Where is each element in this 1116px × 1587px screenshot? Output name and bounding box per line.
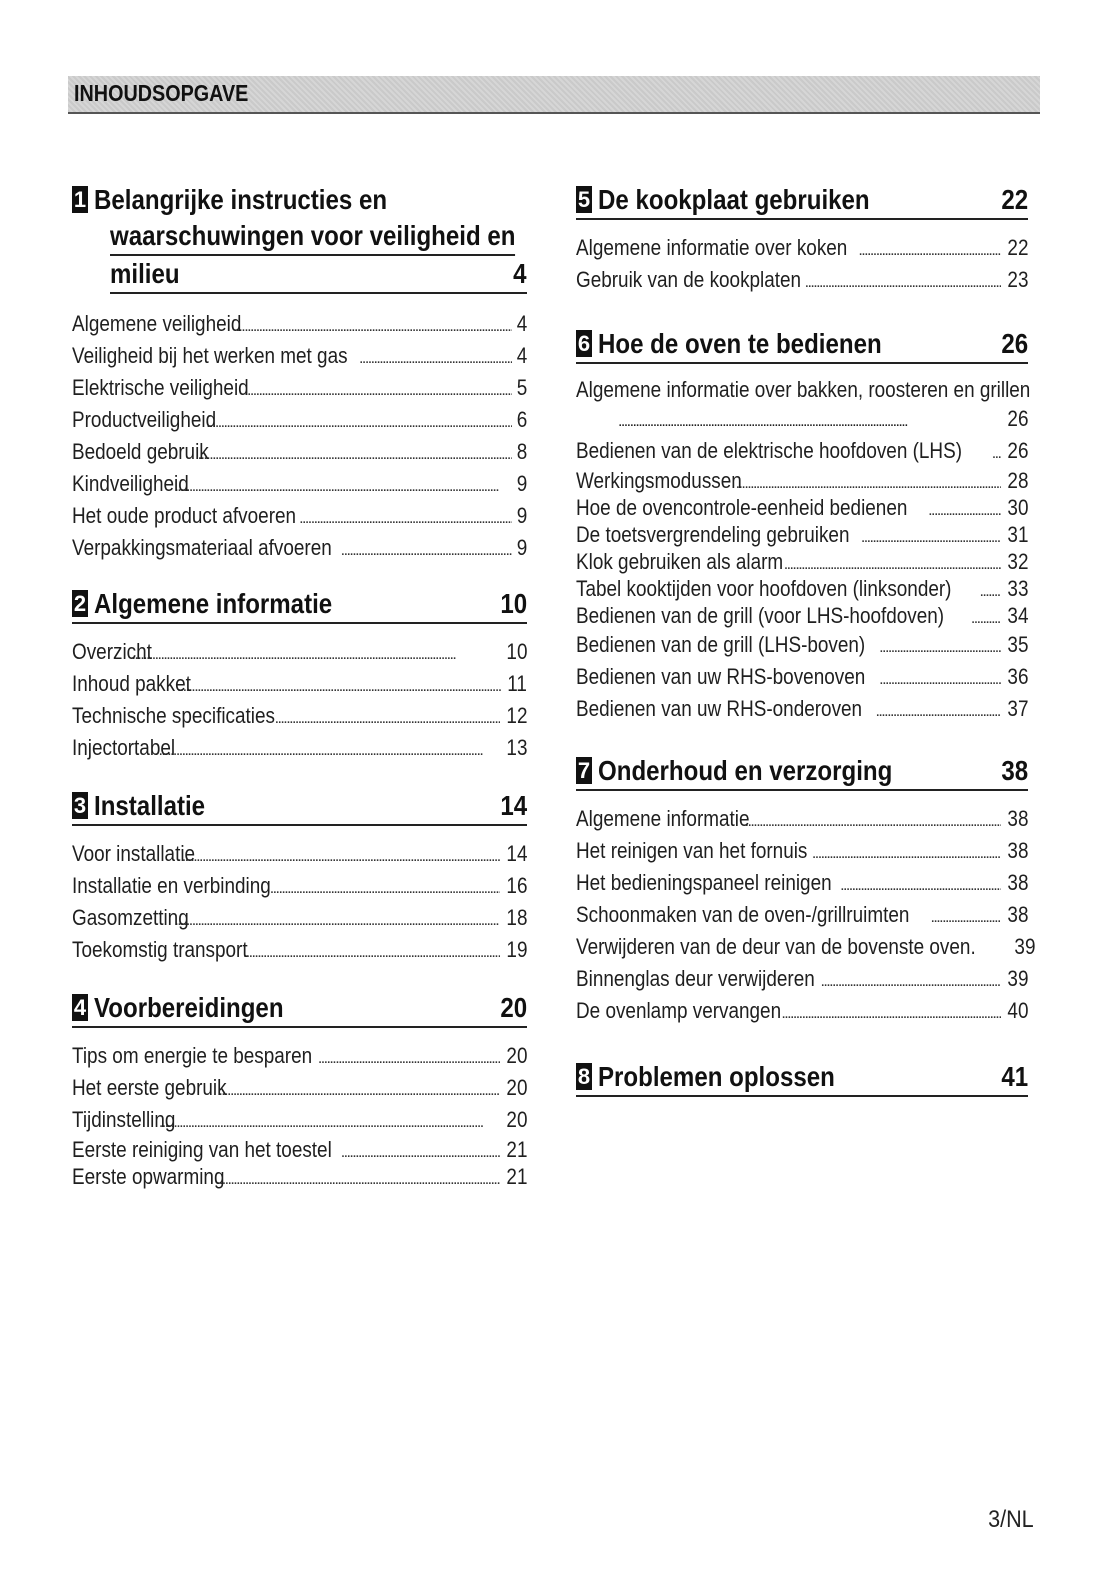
entry-label: Eerste reiniging van het toestel <box>72 1137 332 1162</box>
entry-page: 18 <box>505 905 527 930</box>
entry-label: Het reinigen van het fornuis <box>576 838 808 863</box>
entry-label: Het eerste gebruik <box>72 1075 227 1100</box>
entry-label: Verwijderen van de deur van de bovenste oven. <box>576 934 976 959</box>
toc-entry[interactable] <box>576 931 1036 963</box>
dot-leader <box>177 668 501 703</box>
entry-label: Schoonmaken van de oven-/grillruimten <box>576 902 910 927</box>
toc-entry[interactable] <box>72 404 527 436</box>
dot-leader <box>174 468 511 503</box>
section-number-badge: 7 <box>577 758 591 783</box>
toc-right-column <box>576 182 1036 1097</box>
section-number-badge: 1 <box>73 187 87 212</box>
entry-page: 28 <box>1006 468 1028 493</box>
section-title: Onderhoud en verzorging <box>598 755 893 786</box>
entry-label: Installatie en verbinding <box>72 873 271 898</box>
entry-page: 37 <box>1006 696 1028 721</box>
toc-entry[interactable] <box>576 867 1028 899</box>
entry-page: 32 <box>1006 549 1028 574</box>
dot-leader <box>745 803 1001 838</box>
entry-page: 20 <box>505 1107 527 1132</box>
toc-entry[interactable] <box>72 340 527 372</box>
section-title: Algemene informatie <box>94 588 333 619</box>
section-title: De kookplaat gebruiken <box>598 184 870 215</box>
section-number-badge: 4 <box>73 995 87 1020</box>
entry-page: 6 <box>516 407 527 432</box>
section-title: Hoe de oven te bedienen <box>598 328 882 359</box>
section-page: 4 <box>513 258 527 289</box>
entry-label: De ovenlamp vervangen <box>576 998 782 1023</box>
toc-section-8 <box>576 1059 1028 1097</box>
toc-entry[interactable] <box>576 548 1028 575</box>
dot-leader <box>861 521 1001 551</box>
dot-leader <box>182 838 500 873</box>
entry-page: 9 <box>516 471 527 496</box>
section-heading[interactable] <box>576 182 1028 220</box>
dot-leader <box>736 467 1001 497</box>
entry-page: 4 <box>516 343 527 368</box>
section-page: 38 <box>1001 755 1028 786</box>
entry-page: 39 <box>1014 934 1036 959</box>
toc-entry[interactable] <box>72 372 527 404</box>
entry-label: De toetsvergrendeling gebruiken <box>576 522 850 547</box>
dot-leader <box>244 372 512 407</box>
entry-page: 34 <box>1006 603 1028 628</box>
dot-leader <box>820 963 1000 998</box>
entry-label: Bedienen van de grill (LHS-boven) <box>576 632 866 657</box>
entry-label: Toekomstig transport <box>72 937 248 962</box>
dot-leader <box>318 1040 500 1075</box>
section-number-badge: 2 <box>73 591 87 616</box>
entry-label: Bedienen van uw RHS-bovenoven <box>576 664 866 689</box>
toc-entry[interactable] <box>576 232 1028 264</box>
toc-entry[interactable] <box>576 435 1028 467</box>
section-page: 41 <box>1001 1061 1028 1092</box>
dot-leader <box>243 934 500 969</box>
entry-label: Veiligheid bij het werken met gas <box>72 343 348 368</box>
toc-entry[interactable] <box>576 575 1028 602</box>
dot-leader <box>158 732 499 767</box>
toc-entry[interactable] <box>72 1040 527 1072</box>
toc-entry[interactable] <box>576 467 1028 494</box>
dot-leader <box>299 500 512 535</box>
section-page: 20 <box>500 992 527 1023</box>
entry-page: 16 <box>505 873 527 898</box>
section-title-line-2: waarschuwingen voor veiligheid en <box>110 218 515 256</box>
entry-page: 40 <box>1006 998 1028 1023</box>
entry-label: Bedienen van de grill (voor LHS-hoofdoven) <box>576 603 945 628</box>
toc-entry[interactable] <box>72 468 527 500</box>
toc-entry[interactable] <box>72 532 527 564</box>
toc-entry[interactable] <box>576 376 1031 435</box>
entry-label: Productveiligheid <box>72 407 217 432</box>
entry-page: 22 <box>1006 235 1028 260</box>
entry-page: 21 <box>505 1137 527 1162</box>
section-page: 26 <box>1001 328 1028 359</box>
section-heading[interactable] <box>72 586 527 624</box>
toc-entry[interactable] <box>576 629 1028 661</box>
toc-section-1 <box>72 182 527 560</box>
entry-label: Overzicht <box>72 639 152 664</box>
toc-entry[interactable] <box>72 902 527 934</box>
dot-leader <box>812 835 1001 870</box>
toc-section-7 <box>576 753 1036 1027</box>
toc-entry[interactable] <box>72 732 527 764</box>
entry-page: 30 <box>1006 495 1028 520</box>
entry-page: 19 <box>505 937 527 962</box>
dot-leader <box>275 700 500 735</box>
entry-page: 21 <box>505 1164 527 1189</box>
toc-entry[interactable] <box>576 899 1028 931</box>
dot-leader <box>359 340 512 375</box>
entry-page: 36 <box>1006 664 1028 689</box>
entry-page: 38 <box>1006 902 1028 927</box>
section-title: Problemen oplossen <box>598 1061 835 1092</box>
section-title-line-1: Belangrijke instructies en <box>94 184 388 215</box>
toc-section-2 <box>72 586 527 764</box>
entry-page: 20 <box>505 1043 527 1068</box>
entry-page: 13 <box>505 735 527 760</box>
entry-page: 20 <box>505 1075 527 1100</box>
dot-leader <box>971 602 1001 632</box>
toc-entry[interactable] <box>72 1136 527 1163</box>
entry-page: 14 <box>505 841 527 866</box>
dot-leader <box>618 403 1001 438</box>
dot-leader <box>840 867 1000 902</box>
entry-label: Gebruik van de kookplaten <box>576 267 802 292</box>
dot-leader <box>876 693 1001 728</box>
dot-leader <box>159 1104 500 1139</box>
toc-entry[interactable] <box>576 995 1028 1027</box>
entry-label: Tips om energie te besparen <box>72 1043 313 1068</box>
entry-label: Technische specificaties <box>72 703 275 728</box>
entry-label: Elektrische veiligheid <box>72 375 249 400</box>
dot-leader <box>174 902 499 937</box>
dot-leader <box>858 232 1000 267</box>
entry-page: 39 <box>1006 966 1028 991</box>
toc-entry[interactable] <box>576 602 1028 629</box>
dot-leader <box>979 575 1000 605</box>
toc-entry[interactable] <box>72 1104 527 1136</box>
entry-page: 10 <box>505 639 527 664</box>
section-number-badge: 5 <box>577 187 591 212</box>
entry-page: 38 <box>1006 870 1028 895</box>
entry-label: Het bedieningspaneel reinigen <box>576 870 832 895</box>
entry-label: Algemene informatie over koken <box>576 235 848 260</box>
toc-entry[interactable] <box>576 521 1028 548</box>
toc-section-6 <box>576 326 1031 725</box>
toc-entry[interactable] <box>576 693 1028 725</box>
dot-leader <box>236 308 512 343</box>
entry-label: Bedienen van uw RHS-onderoven <box>576 696 863 721</box>
entry-page: 11 <box>507 671 527 696</box>
section-heading[interactable] <box>72 788 527 826</box>
section-number-badge: 6 <box>577 331 591 356</box>
section-number-badge: 8 <box>577 1064 591 1089</box>
entry-page: 33 <box>1006 576 1028 601</box>
dot-leader <box>784 548 1001 578</box>
entry-page: 12 <box>505 703 527 728</box>
entry-label: Injectortabel <box>72 735 176 760</box>
dot-leader <box>216 1163 500 1193</box>
entry-label: Bedienen van de elektrische hoofdoven (LHS) <box>576 438 963 463</box>
toc-entry[interactable] <box>72 308 527 340</box>
dot-leader <box>928 494 1000 524</box>
toc-entry[interactable] <box>72 1163 527 1190</box>
entry-label: Voor installatie <box>72 841 196 866</box>
toc-entry[interactable] <box>72 838 527 870</box>
section-heading[interactable] <box>576 753 1028 791</box>
entry-label: Het oude product afvoeren <box>72 503 297 528</box>
toc-entry[interactable] <box>576 494 1028 521</box>
dot-leader <box>198 436 512 471</box>
toc-entry[interactable] <box>72 668 527 700</box>
entry-label: Inhoud pakket <box>72 671 191 696</box>
entry-page: 38 <box>1006 806 1028 831</box>
dot-leader <box>270 870 500 905</box>
toc-entry[interactable] <box>72 436 527 468</box>
entry-page: 31 <box>1006 522 1028 547</box>
toc-entry[interactable] <box>72 700 527 732</box>
dot-leader <box>781 995 1000 1030</box>
entry-label: Bedoeld gebruik <box>72 439 209 464</box>
toc-header-band <box>68 76 1040 114</box>
entry-label: Eerste opwarming <box>72 1164 225 1189</box>
entry-page: 5 <box>516 375 527 400</box>
section-page: 22 <box>1001 184 1028 215</box>
entry-label: Algemene veiligheid <box>72 311 242 336</box>
entry-page: 9 <box>516 535 527 560</box>
dot-leader <box>206 404 512 439</box>
section-heading[interactable] <box>576 326 1028 364</box>
entry-page: 26 <box>1006 438 1028 463</box>
section-heading[interactable] <box>576 1059 1028 1097</box>
toc-entry[interactable] <box>72 636 527 668</box>
toc-entry[interactable] <box>576 661 1028 693</box>
dot-leader <box>879 661 1000 696</box>
section-title: Voorbereidingen <box>94 992 284 1023</box>
dot-leader <box>805 264 1001 299</box>
entry-label: Tabel kooktijden voor hoofdoven (linksonder) <box>576 576 952 601</box>
page-title: INHOUDSOPGAVE <box>74 80 249 106</box>
section-title: Installatie <box>94 790 206 821</box>
page-number: 3/NL <box>988 1506 1034 1533</box>
entry-label: Verpakkingsmateriaal afvoeren <box>72 535 332 560</box>
dot-leader <box>341 532 512 567</box>
section-heading[interactable] <box>72 182 527 294</box>
section-heading[interactable] <box>72 990 527 1028</box>
dot-leader <box>132 636 500 671</box>
toc-entry[interactable] <box>576 803 1028 835</box>
entry-label: Klok gebruiken als alarm <box>576 549 784 574</box>
entry-label: Gasomzetting <box>72 905 189 930</box>
entry-page: 8 <box>516 439 527 464</box>
toc-section-3 <box>72 788 527 966</box>
entry-label: Tijdinstelling <box>72 1107 176 1132</box>
entry-page: 9 <box>516 503 527 528</box>
dot-leader <box>992 435 1001 470</box>
entry-label: Algemene informatie over bakken, roosteren en grillen <box>576 377 1031 402</box>
section-title-line-3: milieu <box>110 258 180 289</box>
entry-page: 35 <box>1006 632 1028 657</box>
toc-entry[interactable] <box>72 934 527 966</box>
toc-entry[interactable] <box>576 264 1028 296</box>
dot-leader <box>218 1072 499 1107</box>
toc-entry[interactable] <box>72 1072 527 1104</box>
dot-leader <box>341 1136 500 1166</box>
entry-label: Binnenglas deur verwijderen <box>576 966 815 991</box>
entry-label: Kindveiligheid <box>72 471 189 496</box>
dot-leader <box>879 629 1000 664</box>
section-number-badge: 3 <box>73 793 87 818</box>
entry-page: 38 <box>1006 838 1028 863</box>
toc-section-4 <box>72 990 527 1190</box>
entry-page: 4 <box>516 311 527 336</box>
entry-page: 23 <box>1006 267 1028 292</box>
section-page: 14 <box>500 790 527 821</box>
entry-label: Werkingsmodussen <box>576 468 742 493</box>
entry-label: Hoe de ovencontrole-eenheid bedienen <box>576 495 908 520</box>
entry-label: Algemene informatie <box>576 806 750 831</box>
section-page: 10 <box>500 588 527 619</box>
dot-leader <box>931 899 1001 934</box>
toc-entry[interactable] <box>72 500 527 532</box>
toc-entry[interactable] <box>576 835 1028 867</box>
toc-entry[interactable] <box>576 963 1028 995</box>
toc-left-column <box>72 182 527 1190</box>
entry-page: 26 <box>1006 406 1028 431</box>
toc-entry[interactable] <box>72 870 527 902</box>
toc-section-5 <box>576 182 1028 296</box>
